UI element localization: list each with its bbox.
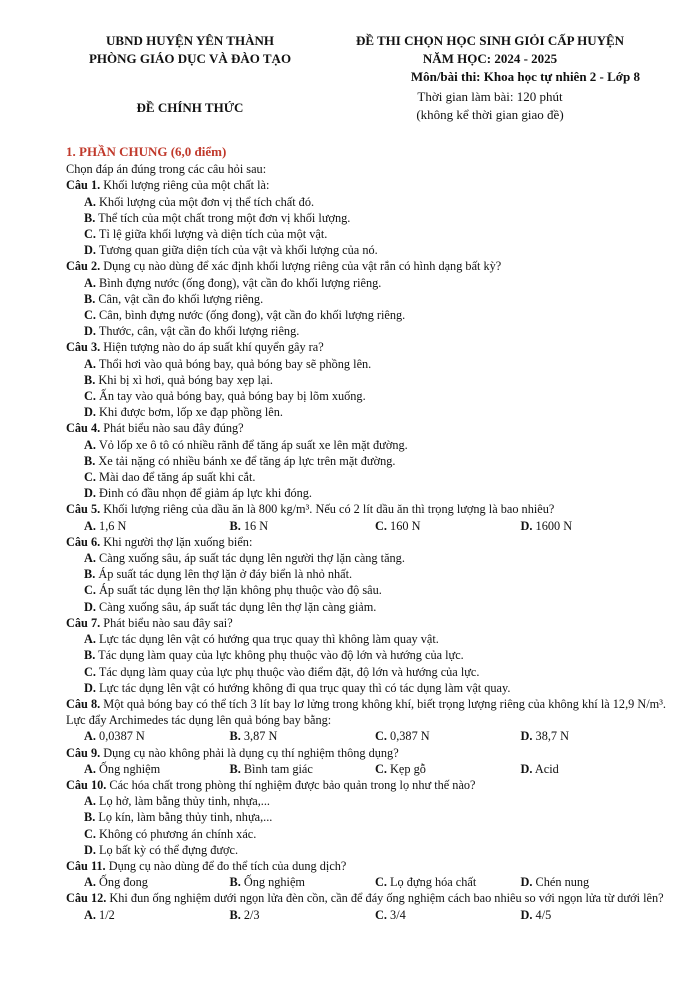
option-b: B. 3,87 N <box>229 729 278 744</box>
option-d: D. 38,7 N <box>520 729 570 744</box>
question-label: Câu 5. <box>66 502 101 517</box>
option-d: D. Càng xuống sâu, áp suất tác dụng lên thợ lặn càng giảm. <box>84 599 377 614</box>
option-c: C. 0,387 N <box>375 729 430 744</box>
question-text: Các hóa chất trong phòng thí nghiệm được bảo quản trong lọ như thế nào? <box>106 777 476 792</box>
question-10 <box>66 777 666 793</box>
question-label: Câu 10. <box>66 777 107 792</box>
question-text: Khối lượng riêng của dầu ăn là 800 kg/m³. Nếu có 2 lít dầu ăn thì trọng lượng là bao nhiêu? <box>100 502 555 517</box>
question-4 <box>66 420 666 436</box>
question-1 <box>66 177 666 193</box>
option-a: A. 0,0387 N <box>84 729 145 744</box>
question-7 <box>66 615 666 631</box>
option-c: C. Tác dụng làm quay của lực phụ thuộc vào điểm đặt, độ lớn và hướng của lực. <box>84 664 480 679</box>
option-b: B. Cân, vật cần đo khối lượng riêng. <box>84 291 264 306</box>
option-b: B. 16 N <box>229 518 269 533</box>
option-d: D. Lực tác dụng lên vật có hướng không đi qua trục quay thì có tác dụng làm vật quay. <box>84 680 511 695</box>
option-b: B. Khi bị xì hơi, quả bóng bay xẹp lại. <box>84 372 273 387</box>
header-left <box>40 32 340 68</box>
question-label: Câu 9. <box>66 745 101 760</box>
option-c: C. Không có phương án chính xác. <box>84 826 257 841</box>
option-c: C. Lọ đựng hóa chất <box>375 875 477 890</box>
options-row <box>66 728 666 744</box>
exam-body <box>66 144 666 923</box>
option-d: D. Acid <box>520 761 559 776</box>
option-a: A. Vỏ lốp xe ô tô có nhiều rãnh để tăng áp suất xe lên mặt đường. <box>84 437 408 452</box>
time-block <box>360 88 620 124</box>
question-text: Phát biểu nào sau đây sai? <box>100 615 233 630</box>
exam-title: ĐỀ THI CHỌN HỌC SINH GIỎI CẤP HUYỆN <box>355 33 625 48</box>
header-right <box>300 32 680 86</box>
question-label: Câu 1. <box>66 178 101 193</box>
question-label: Câu 11. <box>66 858 106 873</box>
question-5 <box>66 501 666 517</box>
instruction: Chọn đáp án đúng trong các câu hỏi sau: <box>66 162 267 177</box>
option-a: A. Thổi hơi vào quả bóng bay, quả bóng bay sẽ phồng lên. <box>84 356 372 371</box>
question-8 <box>66 696 666 728</box>
option-b: B. Áp suất tác dụng lên thợ lặn ở đáy biển là nhỏ nhất. <box>84 567 353 582</box>
question-12 <box>66 890 666 906</box>
option-b: B. Lọ kín, làm bằng thủy tinh, nhựa,... <box>84 810 273 825</box>
question-9 <box>66 745 666 761</box>
question-label: Câu 7. <box>66 615 101 630</box>
option-d: D. 4/5 <box>520 907 552 922</box>
option-a: A. Càng xuống sâu, áp suất tác dụng lên người thợ lặn càng tăng. <box>84 551 405 566</box>
option-b: B. Ống nghiệm <box>229 875 305 890</box>
question-text: Hiện tượng nào do áp suất khí quyển gây ra? <box>100 340 324 355</box>
option-b: B. 2/3 <box>229 907 260 922</box>
option-d: D. Tương quan giữa diện tích của vật và khối lượng của nó. <box>84 243 378 258</box>
option-d: D. Lọ bất kỳ có thể đựng được. <box>84 842 239 857</box>
department-name: PHÒNG GIÁO DỤC VÀ ĐÀO TẠO <box>88 51 292 66</box>
official-label: ĐỀ CHÍNH THỨC <box>136 100 244 115</box>
option-b: B. Bình tam giác <box>229 761 313 776</box>
option-d: D. Chén nung <box>520 875 590 890</box>
options-row <box>66 907 666 923</box>
option-b: B. Tác dụng làm quay của lực không phụ thuộc vào độ lớn và hướng của lực. <box>84 648 464 663</box>
question-label: Câu 2. <box>66 259 101 274</box>
question-text: Khi người thợ lặn xuống biển: <box>100 534 253 549</box>
option-d: D. Khi được bơm, lốp xe đạp phồng lên. <box>84 405 283 420</box>
question-text: Dụng cụ nào dùng để xác định khối lượng riêng của vật rắn có hình dạng bất kỳ? <box>100 259 502 274</box>
question-label: Câu 6. <box>66 534 101 549</box>
option-a: A. Khối lượng của một đơn vị thể tích chất đó. <box>84 194 315 209</box>
option-b: B. Thể tích của một chất trong một đơn vị khối lượng. <box>84 210 351 225</box>
section-title: 1. PHẦN CHUNG (6,0 điểm) <box>66 144 227 159</box>
question-3 <box>66 339 666 355</box>
option-c: C. Ấn tay vào quả bóng bay, quả bóng bay bị lõm xuống. <box>84 389 366 404</box>
question-text: Dụng cụ nào dùng để đo thể tích của dung dịch? <box>105 858 347 873</box>
question-label: Câu 8. <box>66 696 101 711</box>
option-c: C. 3/4 <box>375 907 406 922</box>
option-c: C. 160 N <box>375 518 421 533</box>
option-a: A. 1/2 <box>84 907 115 922</box>
question-label: Câu 3. <box>66 340 101 355</box>
option-a: A. Lọ hở, làm bằng thủy tinh, nhựa,... <box>84 794 270 809</box>
option-b: B. Xe tải nặng có nhiều bánh xe để tăng áp lực trên mặt đường. <box>84 453 396 468</box>
question-label: Câu 12. <box>66 891 107 906</box>
question-text: Khối lượng riêng của một chất là: <box>100 178 270 193</box>
question-text: Phát biểu nào sau đây đúng? <box>100 421 244 436</box>
question-text: Dụng cụ nào không phải là dụng cụ thí nghiệm thông dụng? <box>100 745 399 760</box>
school-year: NĂM HỌC: 2024 - 2025 <box>422 51 558 66</box>
options-row <box>66 518 666 534</box>
option-c: C. Tỉ lệ giữa khối lượng và diện tích của một vật. <box>84 227 328 242</box>
district-name: UBND HUYỆN YÊN THÀNH <box>106 33 274 48</box>
question-2 <box>66 258 666 274</box>
option-a: A. 1,6 N <box>84 518 127 533</box>
option-d: D. Đinh có đầu nhọn để giảm áp lực khi đóng. <box>84 486 312 501</box>
time-note: (không kể thời gian giao đề) <box>416 107 564 122</box>
question-6 <box>66 534 666 550</box>
time-limit: Thời gian làm bài: 120 phút <box>417 89 563 104</box>
question-text: Khi đun ống nghiệm dưới ngọn lửa đèn cồn, cần để đáy ống nghiệm cách bao nhiêu so với ngọn lửa từ dưới lên? <box>106 891 664 906</box>
option-d: D. Thước, cân, vật cần đo khối lượng riêng. <box>84 324 300 339</box>
option-c: C. Kẹp gỗ <box>375 761 426 776</box>
option-a: A. Ống nghiệm <box>84 761 161 776</box>
option-c: C. Mài dao để tăng áp suất khi cắt. <box>84 470 256 485</box>
options-row <box>66 761 666 777</box>
subject-line: Môn/bài thi: Khoa học tự nhiên 2 - Lớp 8 <box>410 69 640 84</box>
option-a: A. Bình đựng nước (ống đong), vật cần đo khối lượng riêng. <box>84 275 382 290</box>
option-c: C. Cân, bình đựng nước (ống đong), vật cần đo khối lượng riêng. <box>84 308 406 323</box>
question-text: Một quả bóng bay có thể tích 3 lít bay lơ lửng trong không khí, biết trọng lượng riêng của không khí là 12,9 N/m³. Lực đẩy Archimedes tác dụng lên quả bóng bay bằng: <box>66 696 667 728</box>
option-a: A. Ống đong <box>84 875 148 890</box>
question-label: Câu 4. <box>66 421 101 436</box>
option-d: D. 1600 N <box>520 518 573 533</box>
option-a: A. Lực tác dụng lên vật có hướng qua trục quay thì không làm quay vật. <box>84 632 439 647</box>
options-row <box>66 874 666 890</box>
question-11 <box>66 858 666 874</box>
option-c: C. Áp suất tác dụng lên thợ lặn không phụ thuộc vào độ sâu. <box>84 583 382 598</box>
